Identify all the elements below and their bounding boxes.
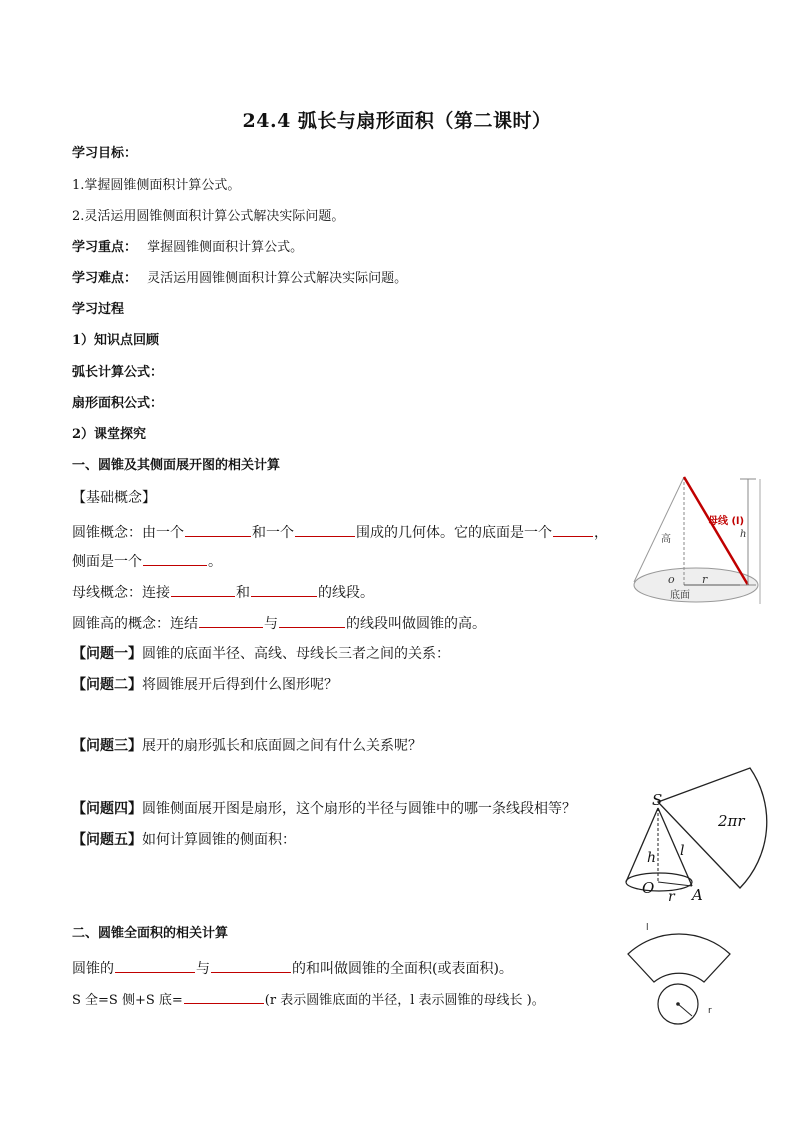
total-area-definition bbox=[72, 958, 513, 977]
process-heading: 学习过程 bbox=[72, 302, 125, 317]
blank-10 bbox=[211, 958, 291, 973]
l-label: l bbox=[646, 923, 649, 933]
question-4-text: 圆锥侧面展开图是扇形，这个扇形的半径与圆锥中的哪一条线段相等？ bbox=[142, 801, 576, 817]
question-3-text: 展开的扇形弧长和底面圆之间有什么关系呢？ bbox=[142, 738, 422, 754]
question-2-tag: 【问题二】 bbox=[72, 677, 142, 693]
height-text-3: 的线段叫做圆锥的高。 bbox=[346, 616, 486, 632]
cone-left-edge bbox=[626, 808, 658, 882]
cone-def-text-6: 。 bbox=[208, 554, 222, 570]
key-point bbox=[72, 240, 303, 256]
total-text-1: 圆锥的 bbox=[72, 961, 114, 977]
question-3-tag: 【问题三】 bbox=[72, 738, 142, 754]
cone-definition-cont bbox=[72, 551, 222, 570]
question-4-tag: 【问题四】 bbox=[72, 801, 142, 817]
formula-text-1: S 全=S 侧+S 底= bbox=[72, 993, 183, 1008]
sector-formula-label: 扇形面积公式： bbox=[72, 396, 164, 411]
r-label: r bbox=[708, 1006, 712, 1016]
blank-4 bbox=[143, 551, 207, 566]
section1-heading: 一、圆锥及其侧面展开图的相关计算 bbox=[72, 458, 281, 473]
generatrix-label: 母线 (l) bbox=[708, 516, 745, 527]
question-2 bbox=[72, 677, 338, 693]
blank-8 bbox=[279, 613, 345, 628]
blank-6 bbox=[251, 582, 317, 597]
difficult-point-label: 学习难点： bbox=[72, 271, 138, 286]
radius-line bbox=[658, 882, 692, 886]
cone-def-text-4: ， bbox=[594, 525, 608, 541]
blank-3 bbox=[553, 522, 593, 537]
total-text-2: 与 bbox=[196, 961, 210, 977]
height-definition bbox=[72, 613, 486, 632]
a-label: A bbox=[692, 886, 703, 904]
blank-7 bbox=[199, 613, 263, 628]
difficult-point bbox=[72, 271, 407, 287]
base-label: 底面 bbox=[670, 590, 690, 601]
question-5-text: 如何计算圆锥的侧面积： bbox=[142, 832, 296, 848]
cone-def-text-3: 围成的几何体。它的底面是一个 bbox=[356, 525, 552, 541]
sector-shape bbox=[658, 768, 767, 888]
cone-def-text-5: 侧面是一个 bbox=[72, 554, 142, 570]
key-point-label: 学习重点： bbox=[72, 240, 138, 255]
height-text-1: 圆锥高的概念：连结 bbox=[72, 616, 198, 632]
sector-shape bbox=[628, 934, 730, 982]
cone-unfold-diagram bbox=[610, 760, 785, 910]
cone-diagram bbox=[630, 472, 770, 608]
height-text-2: 与 bbox=[264, 616, 278, 632]
radius-line bbox=[678, 1004, 692, 1016]
s-label: S bbox=[652, 791, 663, 809]
surface-area-diagram bbox=[620, 918, 740, 1030]
key-point-text: 掌握圆锥侧面积计算公式。 bbox=[147, 240, 304, 255]
cone-def-text-2: 和一个 bbox=[252, 525, 294, 541]
total-area-formula bbox=[72, 989, 545, 1009]
question-1-tag: 【问题一】 bbox=[72, 646, 142, 662]
explore-heading: 2）课堂探究 bbox=[72, 427, 147, 442]
question-4 bbox=[72, 801, 576, 817]
r-label: r bbox=[702, 573, 708, 586]
question-1 bbox=[72, 646, 450, 662]
question-2-text: 将圆锥展开后得到什么图形呢？ bbox=[142, 677, 338, 693]
arc-formula-label: 弧长计算公式： bbox=[72, 365, 164, 380]
page-title: 24.4 弧长与扇形面积（第二课时） bbox=[242, 110, 552, 132]
high-label: 高 bbox=[661, 534, 671, 545]
cone-left-edge bbox=[634, 477, 684, 582]
blank-9 bbox=[115, 958, 195, 973]
generatrix-text-1: 母线概念：连接 bbox=[72, 585, 170, 601]
blank-1 bbox=[185, 522, 251, 537]
o-label: o bbox=[668, 573, 675, 586]
question-3 bbox=[72, 738, 422, 754]
cone-def-text-1: 圆锥概念：由一个 bbox=[72, 525, 184, 541]
two-pi-r-label: 2πr bbox=[718, 812, 745, 830]
total-text-3: 的和叫做圆锥的全面积(或表面积)。 bbox=[292, 961, 513, 977]
blank-2 bbox=[295, 522, 355, 537]
objective-1: 1.掌握圆锥侧面积计算公式。 bbox=[72, 178, 241, 193]
basic-concept-heading: 【基础概念】 bbox=[72, 490, 156, 506]
difficult-point-text: 灵活运用圆锥侧面积计算公式解决实际问题。 bbox=[147, 271, 408, 286]
cone-definition bbox=[72, 522, 608, 541]
l-label: l bbox=[680, 843, 685, 859]
generatrix-text-3: 的线段。 bbox=[318, 585, 374, 601]
review-heading: 1）知识点回顾 bbox=[72, 333, 160, 348]
r-label: r bbox=[668, 889, 675, 905]
blank-5 bbox=[171, 582, 235, 597]
section2-heading: 二、圆锥全面积的相关计算 bbox=[72, 926, 229, 941]
generatrix-text-2: 和 bbox=[236, 585, 250, 601]
o-label: O bbox=[642, 879, 655, 897]
objective-2: 2.灵活运用圆锥侧面积计算公式解决实际问题。 bbox=[72, 209, 345, 224]
question-5-tag: 【问题五】 bbox=[72, 832, 142, 848]
question-1-text: 圆锥的底面半径、高线、母线长三者之间的关系： bbox=[142, 646, 450, 662]
formula-text-2: (r 表示圆锥底面的半径，l 表示圆锥的母线长 )。 bbox=[264, 993, 545, 1008]
question-5 bbox=[72, 832, 296, 848]
objectives-heading: 学习目标： bbox=[72, 146, 138, 161]
generatrix-definition bbox=[72, 582, 374, 601]
h-label: h bbox=[647, 850, 657, 866]
h-label: h bbox=[740, 529, 747, 540]
blank-11 bbox=[184, 989, 264, 1004]
